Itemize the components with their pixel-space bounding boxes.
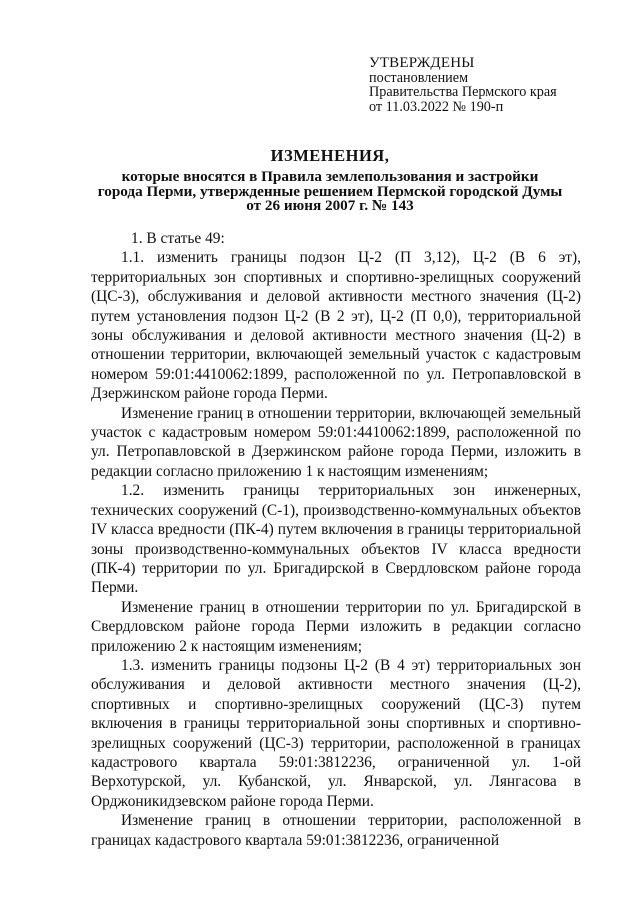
paragraph-item: Изменение границ в отношении территории, включающей земельный участок с кадастровым номером 59:01:4410062:1899, расположенной по ул. Петропавловской в Дзержинском районе города Перми, изложить в редакции согласно приложению 1 к настоящим изменениям;	[91, 404, 581, 480]
paragraph-item: 1.2. изменить границы территориальных зон инженерных, технических сооружений (С-1), производственно-коммунальных объектов IV класса вредности (ПК-4) путем включения в границы территориальной зоны производственно-коммунальных объектов IV класса вредности (ПК-4) территории по ул. Бригадирской в Свердловском районе города Перми.	[91, 482, 581, 597]
subtitle-line: города Перми, утвержденные решением Пермской городской Думы	[97, 182, 563, 200]
approval-title: УТВЕРЖДЕНЫ	[369, 55, 475, 71]
paragraph-item: Изменение границ в отношении территории, расположенной в границах кадастрового квартала 59:01:3812236, ограниченной	[91, 812, 581, 849]
paragraph-item: Изменение границ в отношении территории по ул. Бригадирской в Свердловском районе города Перми изложить в редакции согласно приложению 2 к настоящим изменениям;	[91, 598, 581, 655]
subtitle-line: которые вносятся в Правила землепользования и застройки	[121, 168, 539, 185]
document-subtitle	[80, 170, 580, 214]
approval-line: постановлением	[369, 69, 469, 86]
document-title: ИЗМЕНЕНИЯ,	[270, 146, 390, 165]
paragraph-item: 1.3. изменить границы подзоны Ц-2 (В 4 эт) территориальных зон обслуживания и деловой активности местного значения (Ц-2), спортивных и спортивно-зрелищных сооружений (ЦС-3) путем включения в границы территориальной зоны спортивных и спортивно-зрелищных сооружений (ЦС-3) территории, расположенной в границах кадастрового квартала 59:01:3812236, ограниченной ул. 1-ой Верхотурской, ул. Кубанской, ул. Январской, ул. Лянгасова в Орджоникидзевском районе города Перми.	[91, 656, 581, 810]
approval-stamp	[369, 56, 557, 114]
approval-line: Правительства Пермского края	[369, 84, 557, 101]
paragraph-item: 1.1. изменить границы подзон Ц-2 (П 3,12), Ц-2 (В 6 эт), территориальных зон спортивных и спортивно-зрелищных сооружений (ЦС-3), обслуживания и деловой активности местного значения (Ц-2) путем установления подзон Ц-2 (В 2 эт), Ц-2 (П 0,0), территориальной зоны обслуживания и деловой активности местного значения (Ц-2) в отношении территории, включающей земельный участок с кадастровым номером 59:01:4410062:1899, расположенной по ул. Петропавловской в Дзержинском районе города Перми.	[91, 249, 581, 403]
subtitle-line: от 26 июня 2007 г. № 143	[246, 197, 414, 214]
paragraph-article: 1. В статье 49:	[131, 230, 225, 247]
approval-line: от 11.03.2022 № 190-п	[369, 98, 504, 115]
document-body	[91, 229, 581, 850]
